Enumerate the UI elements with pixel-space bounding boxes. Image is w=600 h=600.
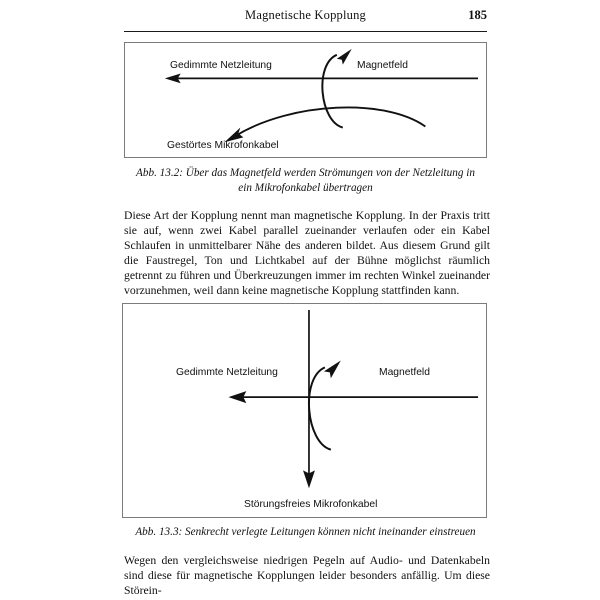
figure-13-2-label-magnetic-field: Magnetfeld xyxy=(357,60,408,71)
figure-13-3-caption xyxy=(124,525,487,540)
body-paragraph-2: Wegen den vergleichsweise niedrigen Pegeln auf Audio- und Datenkabeln sind diese für magnetische Kopplungen leider besonders anfällig. Um diese Störein- xyxy=(124,554,490,598)
page-number: 185 xyxy=(468,8,487,22)
figure-13-3-label-magnetic-field: Magnetfeld xyxy=(379,367,430,378)
figure-13-2-caption-line-2: ein Mikrofonkabel übertragen xyxy=(238,181,373,194)
body-paragraph-1: Diese Art der Kopplung nennt man magnetische Kopplung. In der Praxis tritt sie auf, wenn zwei Kabel parallel zueinander verlaufen oder ein Kabel Schlaufen in unmittelbarer Nähe des anderen bildet. Aus diesem Grund gilt die Faustregel, Ton und Lichtkabel auf der Bühne möglichst räumlich getrennt zu führen und Überkreuzungen immer im rechten Winkel zueinander vorzunehmen, weil dann keine magnetische Kopplung stattfinden kann. xyxy=(124,209,490,298)
figure-13-3-label-mic-cable: Störungsfreies Mikrofonkabel xyxy=(244,499,378,510)
figure-13-3-caption-line-1: Abb. 13.3: Senkrecht verlegte Leitungen können nicht ineinander einstreuen xyxy=(135,526,476,538)
figure-13-3-diagram xyxy=(123,304,486,517)
running-head xyxy=(124,8,487,30)
figure-13-2-caption-line-1: Abb. 13.2: Über das Magnetfeld werden Strömungen von der Netzleitung in xyxy=(136,167,475,179)
header-divider xyxy=(124,31,487,32)
magnetic-field-arrow xyxy=(322,49,351,128)
figure-13-2 xyxy=(124,42,487,158)
power-line-arrow xyxy=(165,73,478,83)
figure-13-2-label-mic-cable: Gestörtes Mikrofonkabel xyxy=(167,140,279,151)
figure-13-3-label-power-line: Gedimmte Netzleitung xyxy=(176,367,278,378)
figure-13-2-label-power-line: Gedimmte Netzleitung xyxy=(170,60,272,71)
figure-13-3 xyxy=(122,303,487,518)
magnetic-field-arrow xyxy=(309,360,341,449)
power-line-arrow xyxy=(228,391,478,403)
page-title: Magnetische Kopplung xyxy=(245,8,366,22)
induced-coupling-arrow xyxy=(224,107,425,142)
figure-13-2-caption xyxy=(124,166,487,195)
